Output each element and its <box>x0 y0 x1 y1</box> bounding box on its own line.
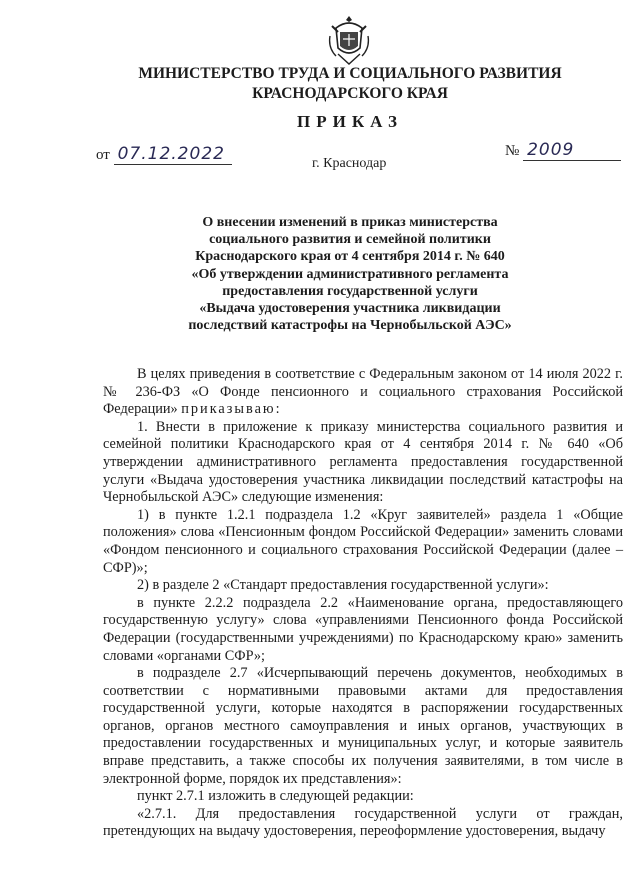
number-prefix: № <box>505 143 520 159</box>
order-body <box>103 366 623 841</box>
paragraph: 2) в разделе 2 «Стандарт предоставления государственной услуги»: <box>137 577 549 594</box>
subject-line: предоставления государственной услуги <box>222 283 478 299</box>
number-handwritten: 2009 <box>523 140 621 161</box>
order-number <box>505 140 621 161</box>
date-prefix: от <box>96 147 110 163</box>
paragraph-preamble <box>103 366 623 419</box>
paragraph: пункт 2.7.1 изложить в следующей редакции: <box>137 788 414 805</box>
ministry-name-line1: МИНИСТЕРСТВО ТРУДА И СОЦИАЛЬНОГО РАЗВИТИЯ <box>138 65 562 82</box>
order-subject <box>140 214 560 334</box>
city: г. Краснодар <box>312 156 387 171</box>
subject-line: Краснодарского края от 4 сентября 2014 г. № 640 <box>195 249 505 265</box>
subject-line: последствий катастрофы на Чернобыльской АЭС» <box>188 318 512 334</box>
order-title: ПРИКАЗ <box>297 112 403 131</box>
paragraph: «2.7.1. Для предоставления государственной услуги от граждан, претендующих на выдачу удостоверения, переоформление удостоверения, выдачу <box>103 805 623 840</box>
subject-line: «Об утверждении административного регламента <box>191 266 509 282</box>
order-date <box>96 144 232 165</box>
paragraph: 1) в пункте 1.2.1 подраздела 1.2 «Круг заявителей» раздела 1 «Общие положения» слова «Пенсионным фондом Российской Федерации» заменить словами «Фондом пенсионного и социального страхования Российской Федерации (далее – СФР)»; <box>103 506 623 576</box>
ministry-name-line2: КРАСНОДАРСКОГО КРАЯ <box>252 85 448 102</box>
subject-line: «Выдача удостоверения участника ликвидации <box>199 301 501 317</box>
paragraph: в подразделе 2.7 «Исчерпывающий перечень документов, необходимых в соответствии с нормативными правовыми актами для предоставления государственной услуги, которые находятся в распоряжении государственных органов, органов местного самоуправления и иных органов, участвующих в предоставлении государственных и муниципальных услуг, и которые заявитель вправе представить, а также способы их получения заявителями, в том числе в электронной форме, порядок их представления»: <box>103 665 623 787</box>
coat-of-arms-emblem <box>328 14 370 68</box>
date-handwritten: 07.12.2022 <box>114 144 232 165</box>
paragraph: в пункте 2.2.2 подраздела 2.2 «Наименование органа, предоставляющего государственную услугу» слова «управлениями Пенсионного фонда Российской Федерации (государственными учреждениями) по Краснодарскому краю» заменить словами «органами СФР»; <box>103 594 623 664</box>
paragraph: 1. Внести в приложение к приказу министерства социального развития и семейной политики Краснодарского края от 4 сентября 2014 г. № 640 «Об утверждении административного регламента предоставления государственной услуги «Выдача удостоверения участника ликвидации последствий катастрофы на Чернобыльской АЭС» следующие изменения: <box>103 418 623 506</box>
subject-line: О внесении изменений в приказ министерства <box>202 215 498 230</box>
subject-line: социального развития и семейной политики <box>209 232 491 248</box>
preamble-text: В целях приведения в соответствие с Федеральным законом от 14 июля 2022 г. № 236-ФЗ «О Фонде пенсионного и социального страхования Российской Федерации» <box>103 366 623 418</box>
preamble-action: приказываю: <box>181 401 282 418</box>
